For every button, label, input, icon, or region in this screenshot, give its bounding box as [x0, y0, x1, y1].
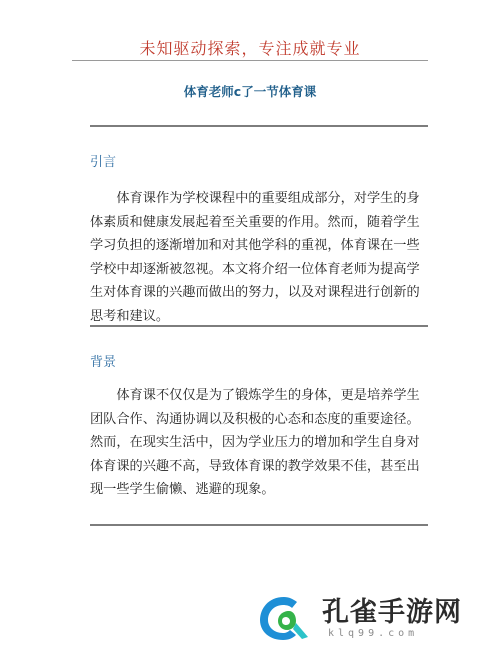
peacock-logo-icon — [256, 593, 316, 643]
section-heading-background: 背景 — [90, 355, 117, 370]
watermark-site-name: 孔雀手游网 — [322, 597, 462, 628]
section-divider — [90, 125, 428, 127]
tagline-divider — [72, 60, 428, 61]
site-watermark — [256, 590, 500, 647]
section-paragraph-intro: 体育课作为学校课程中的重要组成部分，对学生的身体素质和健康发展起着至关重要的作用。然而，随着学生学习负担的逐渐增加和对其他学科的重视，体育课在一些学校中却逐渐被忽视。本文将介绍一位体育老师为提高学生对体育课的兴趣而做出的努力，以及对课程进行创新的思考和建议。 — [90, 191, 420, 324]
document-title: 体育老师c了一节体育课 — [183, 84, 317, 99]
watermark-url: klq99.com — [328, 628, 419, 639]
section-divider — [90, 524, 428, 526]
site-tagline: 未知驱动探索，专注成就专业 — [139, 39, 361, 58]
section-heading-intro: 引言 — [90, 155, 117, 170]
section-paragraph-background: 体育课不仅仅是为了锻炼学生的身体，更是培养学生团队合作、沟通协调以及积极的心态和态度的重要途径。然而，在现实生活中，因为学业压力的增加和学生自身对体育课的兴趣不高，导致体育课的教学效果不佳，甚至出现一些学生偷懒、逃避的现象。 — [90, 388, 420, 498]
section-divider — [90, 325, 428, 327]
